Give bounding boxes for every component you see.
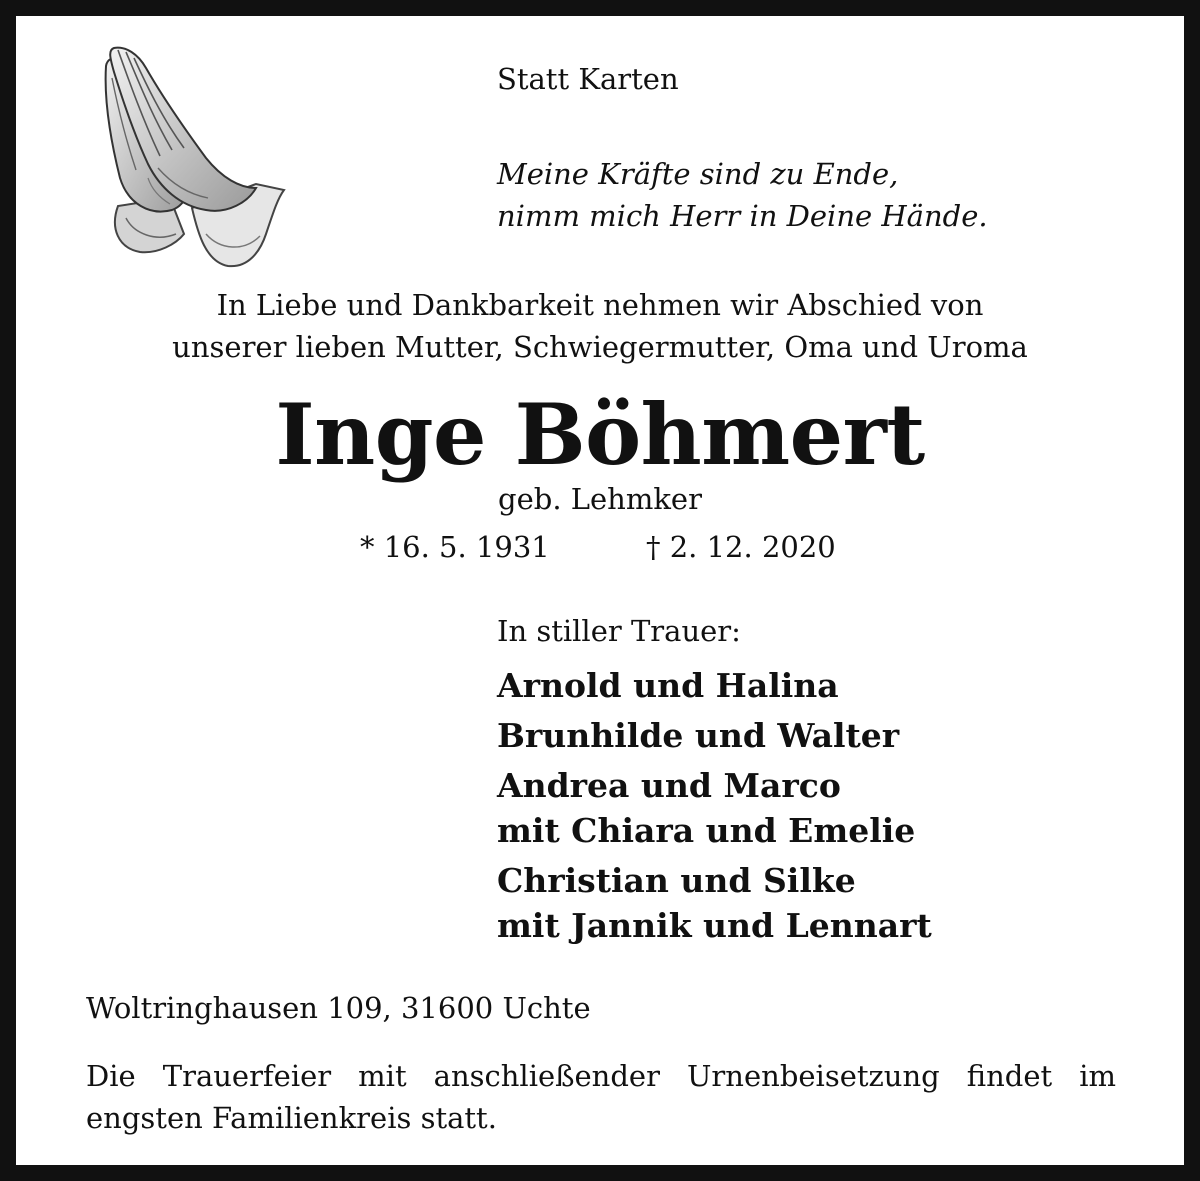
mourners-list (497, 663, 932, 953)
birth-date: * 16. 5. 1931 (360, 530, 550, 564)
note-line: engsten Familienkreis statt. (86, 1101, 497, 1135)
funeral-note (86, 1055, 1116, 1139)
mourner-line: Arnold und Halina (497, 666, 839, 705)
mourner-group (497, 713, 932, 758)
praying-hands-icon (88, 38, 288, 270)
address: Woltringhausen 109, 31600 Uchte (86, 991, 591, 1025)
mourner-group (497, 858, 932, 948)
verse (497, 153, 988, 237)
mourner-line: Andrea und Marco (497, 766, 841, 805)
mourner-group (497, 763, 932, 853)
header-label: Statt Karten (497, 62, 679, 96)
mourner-line: Christian und Silke (497, 861, 856, 900)
mourner-group (497, 663, 932, 708)
mourner-line: mit Chiara und Emelie (497, 811, 916, 850)
intro-line: unserer lieben Mutter, Schwiegermutter, Oma und Uroma (172, 330, 1028, 364)
deceased-name: Inge Böhmert (275, 385, 925, 484)
intro-text (0, 284, 1200, 368)
verse-line: Meine Kräfte sind zu Ende, (497, 157, 899, 191)
death-date: † 2. 12. 2020 (646, 530, 836, 564)
intro-line: In Liebe und Dankbarkeit nehmen wir Abschied von (216, 288, 984, 322)
note-line: Die Trauerfeier mit anschließender Urnenbeisetzung findet im (86, 1059, 1116, 1093)
mourner-line: Brunhilde und Walter (497, 716, 900, 755)
mourner-line: mit Jannik und Lennart (497, 906, 932, 945)
mourners-label: In stiller Trauer: (497, 614, 741, 648)
maiden-name: geb. Lehmker (498, 482, 702, 516)
verse-line: nimm mich Herr in Deine Hände. (497, 199, 988, 233)
